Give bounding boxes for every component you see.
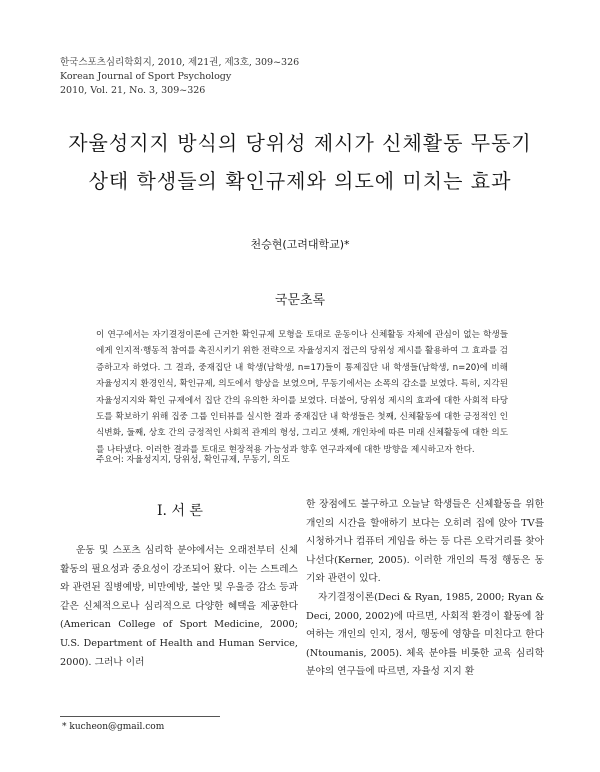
author: 천승현(고려대학교)* <box>250 238 350 251</box>
footnote-email: * kucheon@gmail.com <box>62 722 165 732</box>
paper-title <box>0 124 600 200</box>
journal-line-english: Korean Journal of Sport Psychology <box>60 71 232 82</box>
title-line-1: 자율성지지 방식의 당위성 제시가 신체활동 무동기 <box>68 131 532 155</box>
journal-info <box>60 56 299 98</box>
footnote-divider <box>60 716 220 717</box>
section-heading: Ⅰ. 서 론 <box>157 503 203 519</box>
journal-line-korean: 한국스포츠심리학회지, 2010, 제21권, 제3호, 309~326 <box>60 57 300 68</box>
paragraph: 자기결정이론(Deci & Ryan, 1985, 2000; Ryan & Deci, 2000, 2002)에 따르면, 사회적 환경이 활동에 참여하는 개인의 인지, 정서, 행동에 영향을 미친다고 한다(Ntoumanis, 2005). 체육 분야를 비롯한 교육 심리학 분야의 연구들에 따르면, 자율성 지지 환 <box>306 591 544 678</box>
paragraph: 한 장점에도 불구하고 오늘날 학생들은 신체활동을 위한 개인의 시간을 할애하기 보다는 오히려 집에 앉아 TV를 시청하거나 컴퓨터 게임을 하는 등 다른 오락거리를 찾아 나선다(Kerner, 2005). 이러한 개인의 특정 행동은 동기와 관련이 있다. <box>306 499 544 585</box>
abstract-text: 이 연구에서는 자기결정이론에 근거한 확인규제 모형을 토대로 운동이나 신체활동 자체에 관심이 없는 학생들에게 인지적·행동적 참여를 촉진시키기 위한 전략으로 자율성지지 접근의 당위성 제시를 활용하여 그 효과를 검증하고자 하였다. 그 결과, 중재집단 내 학생(남학생, n=17)들이 통제집단 내 학생들(남학생, n=20)에 비해 자율성지지 환경인식, 확인규제, 의도에서 향상을 보였으며, 무동기에서는 소폭의 감소를 보였다. 특히, 지각된 자율성지지와 확인 규제에서 집단 간의 유의한 차이를 보였다. 더불어, 당위성 제시의 효과에 대한 사회적 타당도를 확보하기 위해 집중 그룹 인터뷰를 실시한 결과 중재집단 내 학생들은 첫째, 신체활동에 대한 긍정적인 인식변화, 둘째, 상호 간의 긍정적인 사회적 관계의 형성, 그리고 셋째, 개인차에 따른 미래 신체활동에 대한 의도를 나타냈다. 이러한 결과를 토대로 현장적용 가능성과 향후 연구과제에 대한 방향을 제시하고자 한다. <box>96 330 508 455</box>
title-line-2: 상태 학생들의 확인규제와 의도에 미치는 효과 <box>88 169 512 193</box>
keywords: 주요어: 자율성지지, 당위성, 확인규제, 무동기, 의도 <box>96 455 290 465</box>
body-column-left: 운동 및 스포츠 심리학 분야에서는 오래전부터 신체활동의 필요성과 중요성이 강조되어 왔다. 이는 스트레스와 관련된 질병예방, 비만예방, 불안 및 우울증 감소 등과 같은 신체적으로나 심리적으로 다양한 혜택을 제공한다(American College of Sport Medicine, 2000; U.S. Department of Health and Human Service, 2000). 그러나 이러 <box>60 545 298 668</box>
journal-line-volume: 2010, Vol. 21, No. 3, 309~326 <box>60 85 206 96</box>
body-column-right <box>306 496 544 682</box>
abstract-heading: 국문초록 <box>274 293 326 308</box>
